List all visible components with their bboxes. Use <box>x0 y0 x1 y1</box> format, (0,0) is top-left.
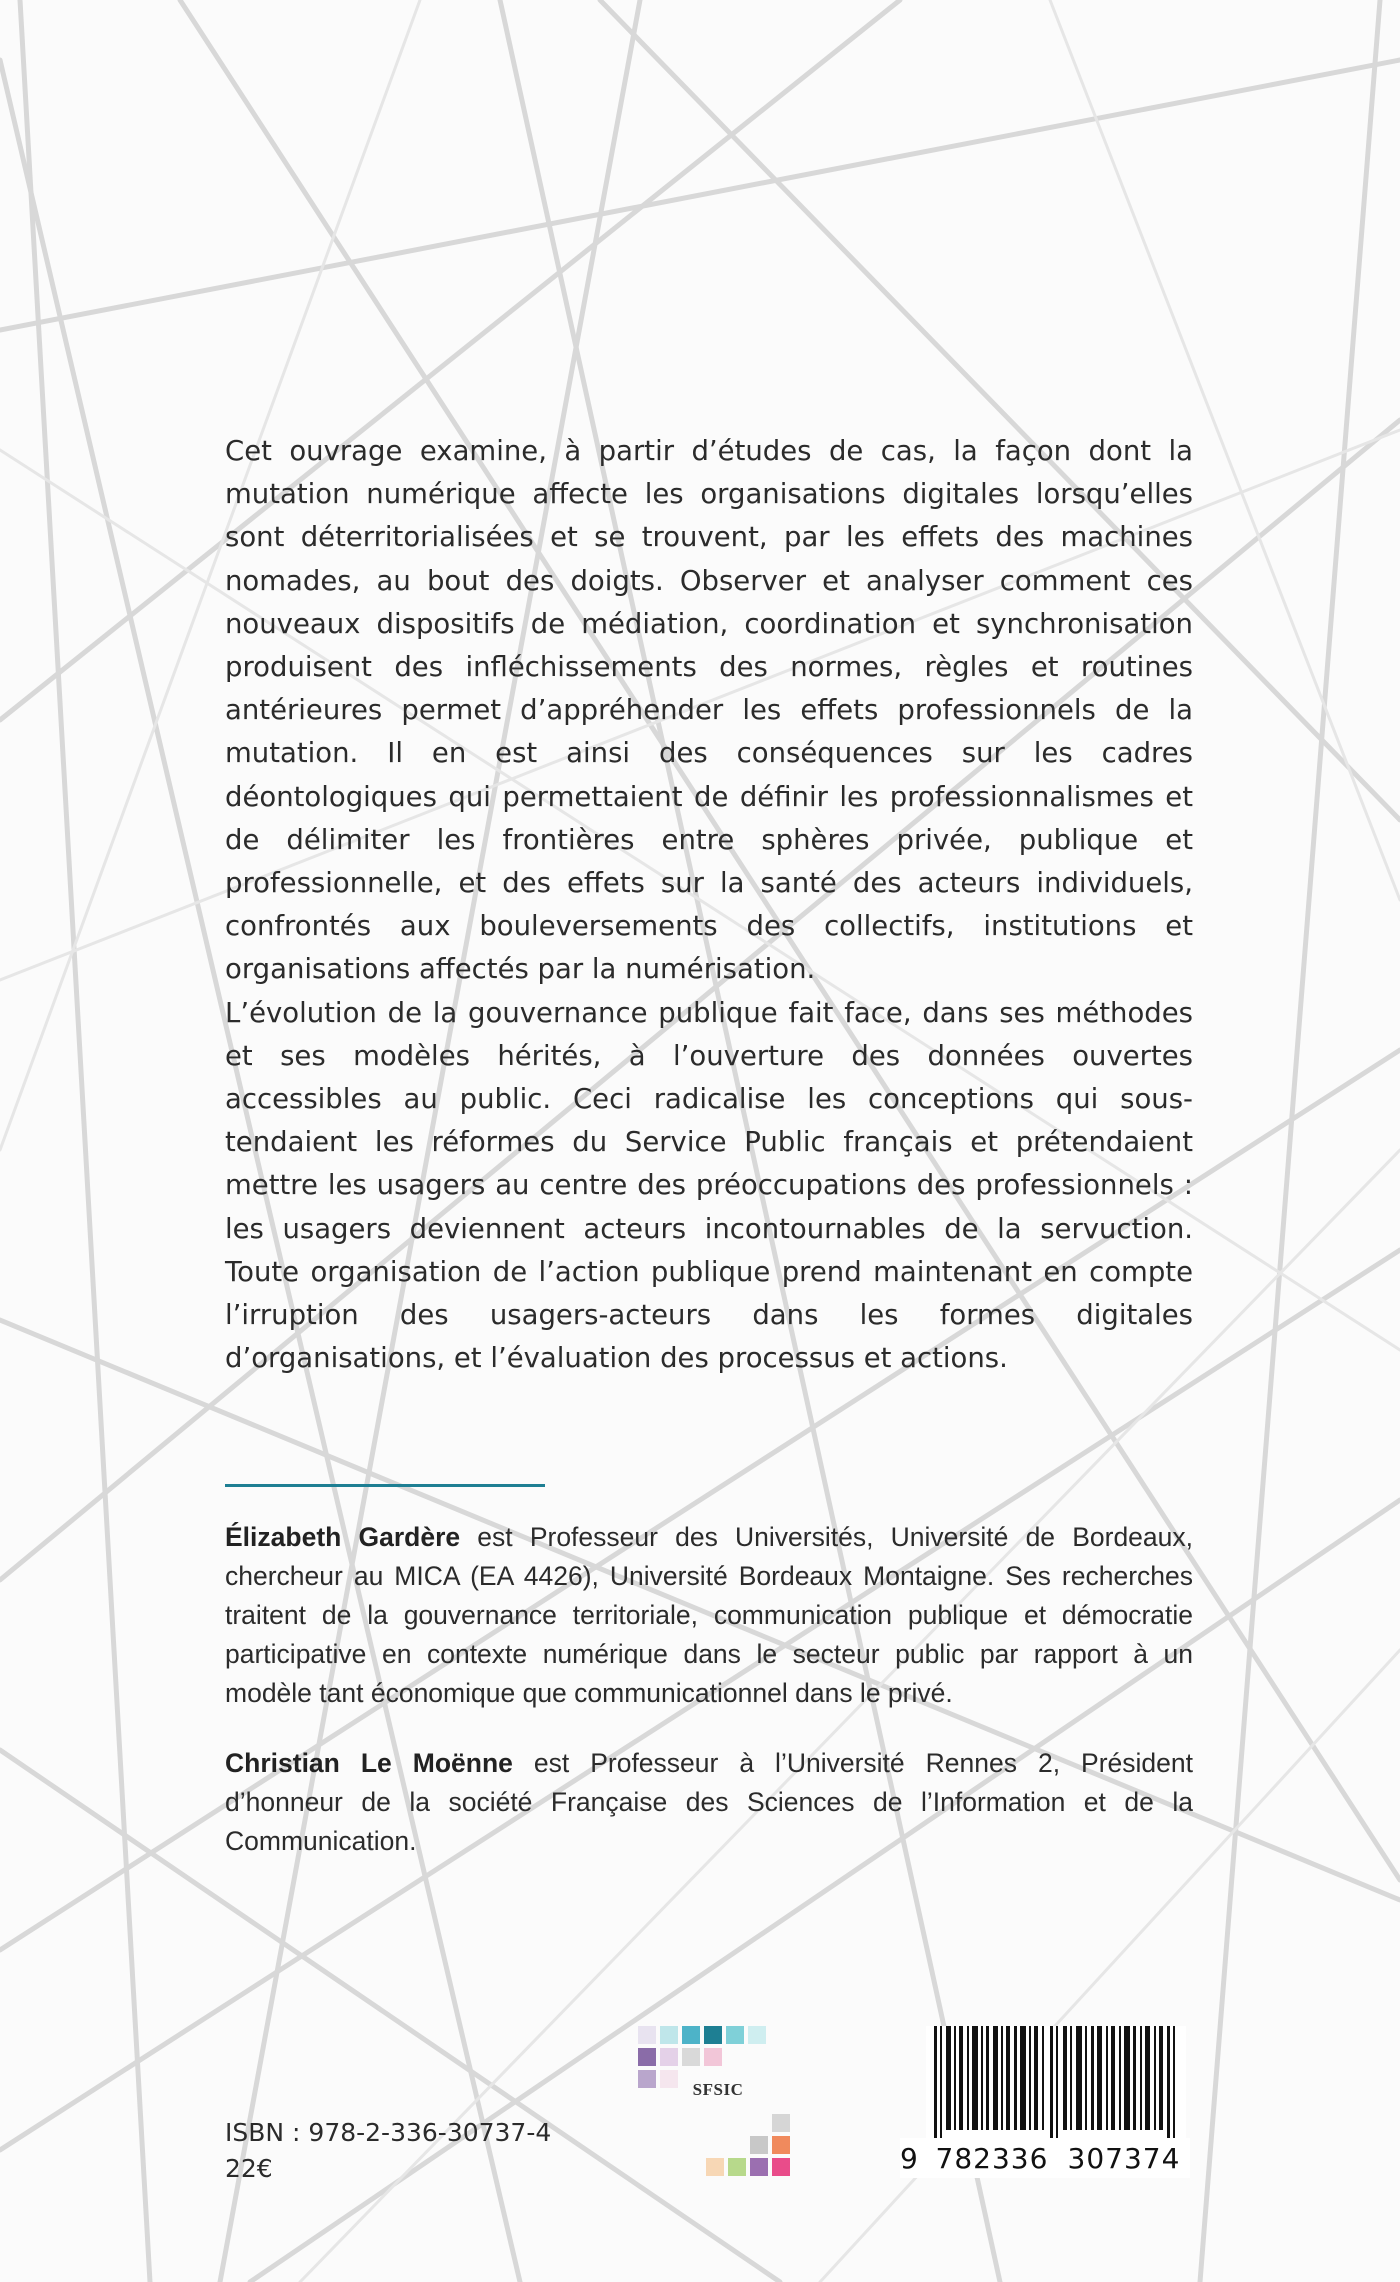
isbn-label: ISBN : 978-2-336-30737-4 <box>225 2118 552 2147</box>
price-label: 22€ <box>225 2154 273 2183</box>
section-divider <box>225 1484 545 1487</box>
summary-paragraph-1: Cet ouvrage examine, à partir d’études de cas, la façon dont la mutation numérique affecte les organisations digitales lorsqu’elles sont déterritorialisées et se trouvent, par les effets des machines nomades, au bout des doigts. Observer et analyser comment ces nouveaux dispositifs de médiation, coordination et synchronisation produisent des infléchissements des normes, règles et routines antérieures permet d’appréhender les effets professionnels de la mutation. Il en est ainsi des conséquences sur les cadres déontologiques qui permettaient de définir les professionnalismes et de délimiter les frontières entre sphères privée, publique et professionnelle, et des effets sur la santé des acteurs individuels, confrontés aux bouleversements des collectifs, institutions et organisations affectés par la numérisation. <box>225 435 1193 986</box>
author-bio-text-le-moenne: est Professeur à l’Université Rennes 2, Président d’honneur de la société Française des Sciences de l’Information et de la Communication. <box>225 1748 1193 1856</box>
isbn-barcode <box>926 2026 1186 2140</box>
author-name-gardere: Élizabeth Gardère <box>225 1522 461 1552</box>
summary-text <box>225 430 1193 1380</box>
author-bio-gardere <box>225 1518 1193 1713</box>
sfsic-logo-name: SFSIC <box>692 2080 744 2099</box>
author-bio-le-moenne <box>225 1744 1193 1861</box>
barcode-digit-group-2: 307374 <box>1067 2141 1181 2175</box>
author-bio-text-gardere: est Professeur des Universités, Université de Bordeaux, chercheur au MICA (EA 4426), Université Bordeaux Montaigne. Ses recherches traitent de la gouvernance territoriale, communication publique et démocratie participative en contexte numérique dans le secteur public par rapport à un modèle tant économique que communicationnel dans le privé. <box>225 1522 1194 1708</box>
barcode-number <box>900 2138 1190 2178</box>
sfsic-logo <box>638 2026 790 2176</box>
barcode-digit-group-1: 782336 <box>935 2141 1049 2175</box>
author-name-le-moenne: Christian Le Moënne <box>225 1748 513 1778</box>
summary-paragraph-2: L’évolution de la gouvernance publique fait face, dans ses méthodes et ses modèles hérités, à l’ouverture des données ouvertes accessibles au public. Ceci radicalise les conceptions qui sous-tendaient les réformes du Service Public français et prétendaient mettre les usagers au centre des préoccupations des professionnels : les usagers deviennent acteurs incontournables de la servuction. Toute organisation de l’action publique prend maintenant en compte l’irruption des usagers-acteurs dans les formes digitales d’organisations, et l’évaluation des processus et actions. <box>225 996 1193 1375</box>
barcode-first-digit: 9 <box>900 2141 918 2175</box>
